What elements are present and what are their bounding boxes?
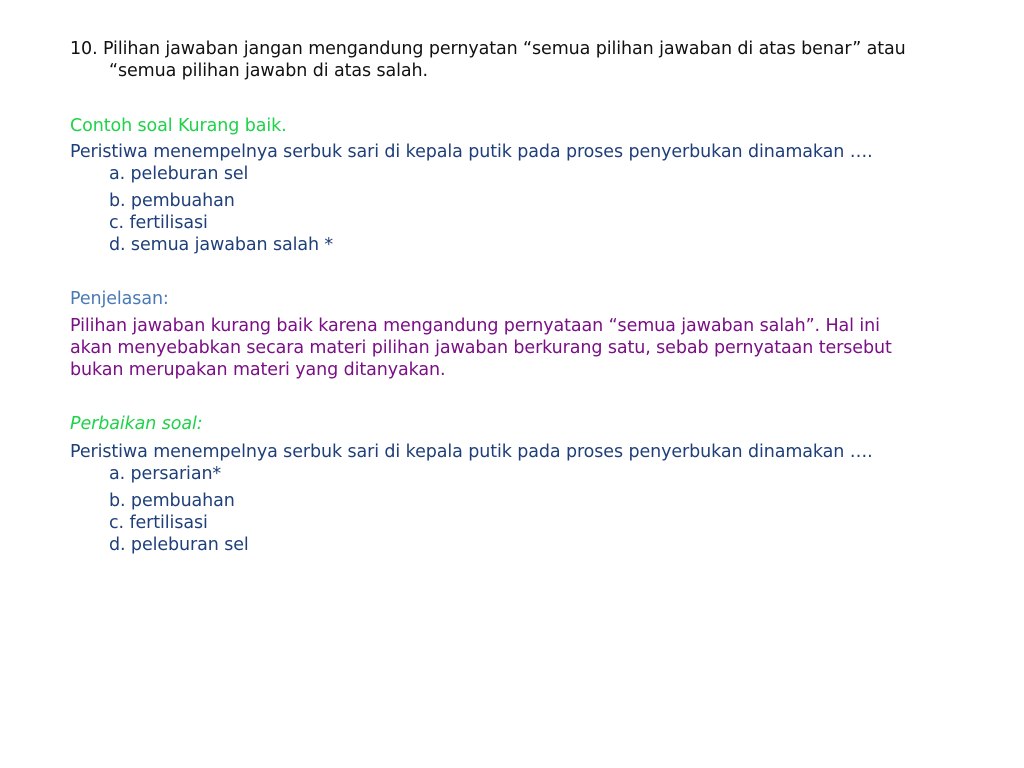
improved-option-a: a. persarian* bbox=[109, 464, 222, 484]
improved-option-b: b. pembuahan bbox=[109, 491, 235, 511]
rule-line-2: “semua pilihan jawabn di atas salah. bbox=[109, 61, 428, 81]
bad-example-heading: Contoh soal Kurang baik. bbox=[70, 116, 287, 136]
improved-question: Peristiwa menempelnya serbuk sari di kepala putik pada proses penyerbukan dinamakan …. bbox=[70, 442, 873, 462]
bad-example-option-c: c. fertilisasi bbox=[109, 213, 208, 233]
explanation-line-1: Pilihan jawaban kurang baik karena mengandung pernyataan “semua jawaban salah”. Hal ini bbox=[70, 316, 880, 336]
bad-example-option-d: d. semua jawaban salah * bbox=[109, 235, 334, 255]
bad-example-option-b: b. pembuahan bbox=[109, 191, 235, 211]
explanation-line-2: akan menyebabkan secara materi pilihan jawaban berkurang satu, sebab pernyataan tersebut bbox=[70, 338, 892, 358]
bad-example-question: Peristiwa menempelnya serbuk sari di kepala putik pada proses penyerbukan dinamakan …. bbox=[70, 142, 873, 162]
improved-option-d: d. peleburan sel bbox=[109, 535, 249, 555]
rule-line-1: 10. Pilihan jawaban jangan mengandung pernyatan “semua pilihan jawaban di atas benar” atau bbox=[70, 39, 906, 59]
explanation-heading: Penjelasan: bbox=[70, 289, 169, 309]
improved-option-c: c. fertilisasi bbox=[109, 513, 208, 533]
bad-example-option-a: a. peleburan sel bbox=[109, 164, 249, 184]
explanation-line-3: bukan merupakan materi yang ditanyakan. bbox=[70, 360, 446, 380]
improved-heading: Perbaikan soal: bbox=[70, 414, 203, 434]
